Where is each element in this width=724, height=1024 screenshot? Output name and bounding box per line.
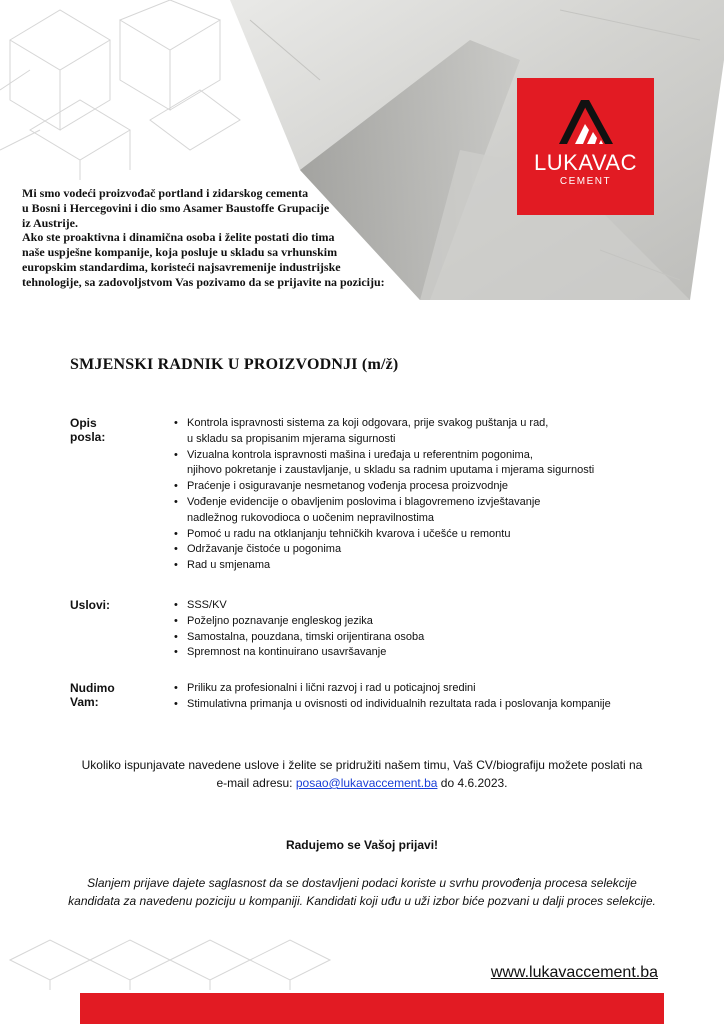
list-item: • Vođenje evidencije o obavljenim poslovima i blagovremeno izvještavanje nadležnog rukovodioca o uočenim nepravilnostima — [174, 495, 594, 527]
list-item: • SSS/KV — [174, 598, 424, 614]
intro-line: europskim standardima, koristeći najsavremenije industrijske — [22, 259, 341, 274]
list-item: • Samostalna, pouzdana, timski orijentirana osoba — [174, 630, 424, 646]
requirements-list — [174, 598, 424, 661]
note-line: Slanjem prijave dajete saglasnost da se dostavljeni podaci koriste u svrhu provođenja procesa selekcije — [87, 876, 637, 890]
intro-line: tehnologije, sa zadovoljstvom Vas pozivamo da se prijavite na poziciju: — [22, 274, 385, 289]
application-instructions — [0, 756, 724, 792]
intro-line: Ako ste proaktivna i dinamična osoba i želite postati dio tima — [22, 230, 335, 245]
lukavac-cement-logo — [517, 78, 654, 215]
consent-note — [0, 874, 724, 910]
intro-line: iz Austrije. — [22, 215, 78, 230]
logo-mark-icon — [555, 100, 617, 144]
offer-list — [174, 681, 611, 713]
job-description-list — [174, 416, 594, 574]
intro-line: naše uspješne kompanije, koja posluje u skladu sa vrhunskim — [22, 245, 338, 260]
section-label: Opis posla: — [70, 416, 106, 444]
contact-line-email: e-mail adresu: posao@lukavaccement.ba do 4.6.2023. — [216, 776, 508, 790]
list-item: • Praćenje i osiguravanje nesmetanog vođenja procesa proizvodnje — [174, 479, 594, 495]
list-item: • Rad u smjenama — [174, 558, 594, 574]
section-label: Uslovi: — [70, 598, 111, 612]
footer-red-bar — [80, 993, 664, 1024]
list-item: • Priliku za profesionalni i lični razvoj i rad u poticajnoj sredini — [174, 681, 611, 697]
note-line: kandidata za navedenu poziciju u kompaniji. Kandidati koji uđu u uži izbor biće pozvani u dalji proces selekcije. — [68, 894, 656, 908]
contact-line: Ukoliko ispunjavate navedene uslove i želite se pridružiti našem timu, Vaš CV/biografiju možete poslati na — [81, 758, 643, 772]
list-item: • Održavanje čistoće u pogonima — [174, 542, 594, 558]
closing-message: Radujemo se Vašoj prijavi! — [285, 838, 439, 852]
section-label: Nudimo Vam: — [70, 681, 115, 709]
list-item: • Spremnost na kontinuirano usavršavanje — [174, 645, 424, 661]
list-item: • Pomoć u radu na otklanjanju tehničkih kvarova i učešće u remontu — [174, 527, 594, 543]
logo-subtitle: CEMENT — [559, 176, 612, 187]
list-item: • Kontrola ispravnosti sistema za koji odgovara, prije svakog puštanja u rad, u skladu sa propisanim mjerama sigurnosti — [174, 416, 594, 448]
website-link[interactable]: www.lukavaccement.ba — [490, 964, 658, 981]
list-item: • Vizualna kontrola ispravnosti mašina i uređaja u referentnim pogonima, njihovo pokretanje i zaustavljanje, u skladu sa radnim uputama i mjerama sigurnosti — [174, 448, 594, 480]
list-item: • Poželjno poznavanje engleskog jezika — [174, 614, 424, 630]
intro-line: u Bosni i Hercegovini i dio smo Asamer Baustoffe Grupacije — [22, 200, 330, 215]
list-item: • Stimulativna primanja u ovisnosti od individualnih rezultata rada i poslovanja kompanije — [174, 697, 611, 713]
logo-name: LUKAVAC — [534, 150, 637, 175]
job-title: SMJENSKI RADNIK U PROIZVODNJI (m/ž) — [70, 356, 399, 373]
footer-wireframe-graphic — [0, 930, 360, 990]
email-link[interactable]: posao@lukavaccement.ba — [295, 776, 438, 790]
intro-line: Mi smo vodeći proizvođač portland i zidarskog cementa — [22, 186, 309, 200]
intro-text — [22, 186, 442, 290]
